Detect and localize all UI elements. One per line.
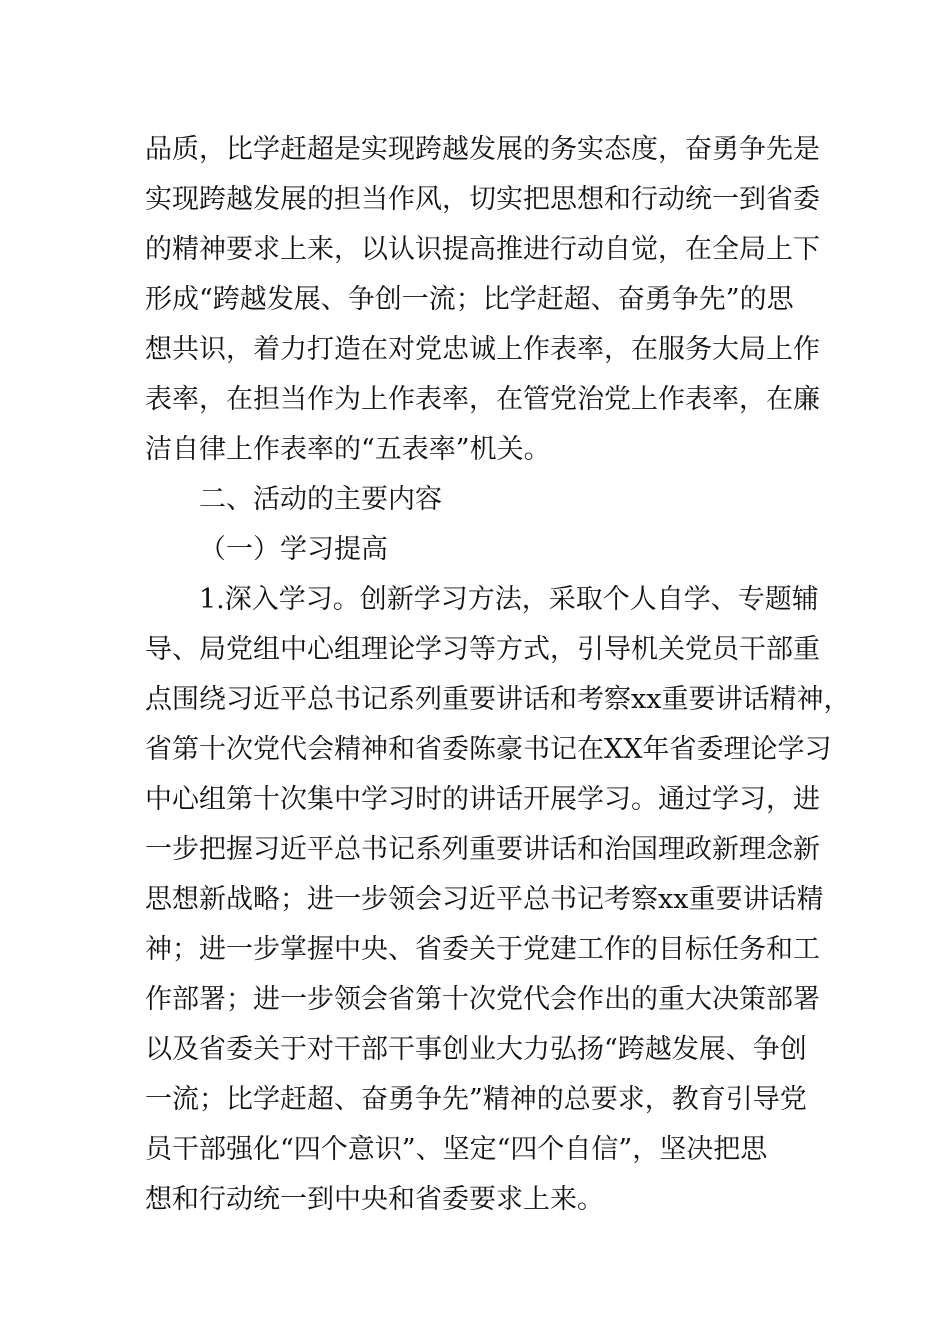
paragraph-line: 导、局党组中心组理论学习等方式，引导机关党员干部重 (145, 634, 820, 665)
paragraph-line: 思想新战略；进一步领会习近平总书记考察xx重要讲话精 (145, 884, 824, 915)
paragraph-line: 想和行动统一到中央和省委要求上来。 (145, 1184, 604, 1215)
paragraph-line: 洁自律上作表率的“五表率”机关。 (145, 434, 551, 465)
paragraph-line: 品质，比学赶超是实现跨越发展的务实态度，奋勇争先是 (145, 134, 820, 165)
section-heading: 二、活动的主要内容 (199, 484, 442, 515)
paragraph-line: 1.深入学习。创新学习方法，采取个人自学、专题辅 (199, 584, 819, 615)
paragraph-line: 一流；比学赶超、奋勇争先”精神的总要求，教育引导党 (145, 1084, 807, 1115)
paragraph-line: 员干部强化“四个意识”、坚定“四个自信”，坚决把思 (145, 1134, 768, 1165)
paragraph-line: 作部署；进一步领会省第十次党代会作出的重大决策部署 (145, 984, 820, 1015)
subsection-heading: （一）学习提高 (199, 534, 388, 565)
paragraph-line: 以及省委关于对干部干事创业大力弘扬“跨越发展、争创 (145, 1034, 807, 1065)
paragraph-line: 中心组第十次集中学习时的讲话开展学习。通过学习，进 (145, 784, 820, 815)
paragraph-line: 一步把握习近平总书记系列重要讲话和治国理政新理念新 (145, 834, 820, 865)
paragraph-line: 的精神要求上来，以认识提高推进行动自觉，在全局上下 (145, 234, 820, 265)
paragraph-line: 形成“跨越发展、争创一流；比学赶超、奋勇争先”的思 (145, 284, 794, 315)
paragraph-line: 想共识，着力打造在对党忠诚上作表率，在服务大局上作 (145, 334, 820, 365)
paragraph-line: 实现跨越发展的担当作风，切实把思想和行动统一到省委 (145, 184, 820, 215)
paragraph-line: 点围绕习近平总书记系列重要讲话和考察xx重要讲话精神， (145, 684, 851, 715)
paragraph-line: 表率，在担当作为上作表率，在管党治党上作表率，在廉 (145, 384, 820, 415)
paragraph-line: 省第十次党代会精神和省委陈豪书记在XX年省委理论学习 (145, 734, 832, 765)
paragraph-line: 神；进一步掌握中央、省委关于党建工作的目标任务和工 (145, 934, 820, 965)
